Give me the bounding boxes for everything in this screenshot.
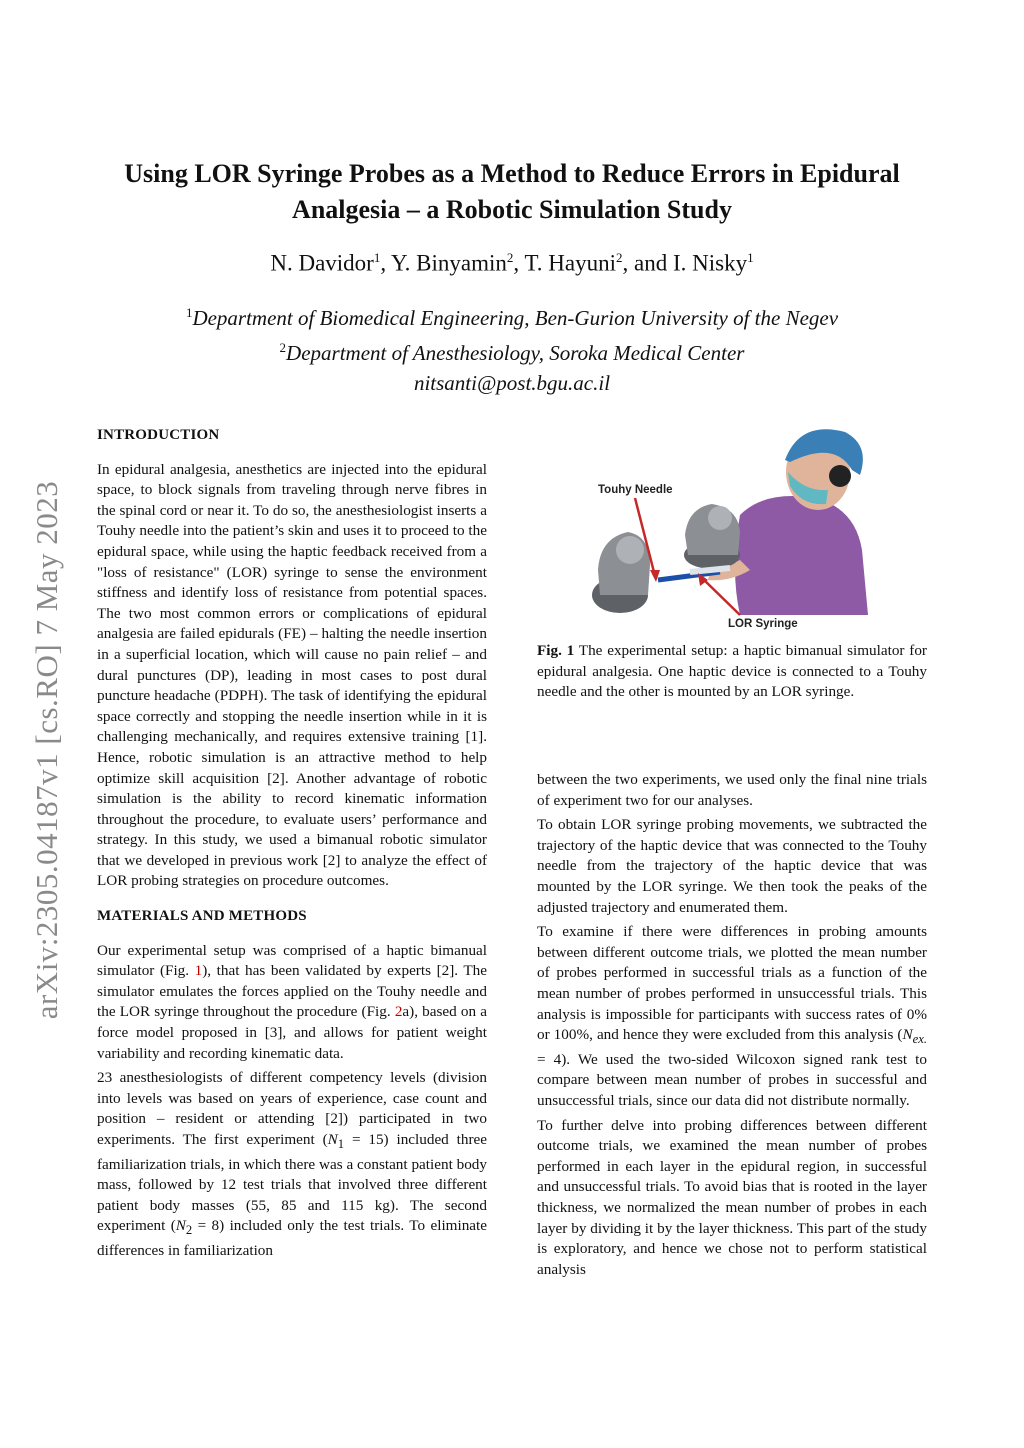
setup-illustration [590,420,880,640]
intro-paragraph: In epidural analgesia, anesthetics are injected into the epidural space, to block signals from traveling through nerve fibres in the spinal cord or near it. To do so, the anesthesiologist inserts a Touhy needle into the patient’s skin and uses it to proceed to the epidural space, while using the haptic feedback received from a "loss of resistance" (LOR) syringe to sense the environment stiffness and identify loss of resistance from potential spaces. The two most common errors or complications of epidural analgesia are failed epidurals (FE) – halting the needle insertion in a superficial location, which will cause no pain relief – and dural punctures (DP), leading in most cases to post dural puncture headache (PDPH). The task of identifying the epidural space correctly and stopping the needle insertion while in it is challenging mechanically, and requires extensive training [1]. Hence, robotic simulation is an attractive method to help optimize skill acquisition [2]. Another advantage of robotic simulation is the ability to record kinematic information throughout the procedure, to evaluate users’ performance and strategy. In this study, we used a bimanual robotic simulator that we developed in previous work [2] to analyze the effect of LOR probing strategies on procedure outcomes. [97,460,487,890]
right-paragraph-2: To obtain LOR syringe probing movements, we subtracted the trajectory of the haptic device that was connected to the Touhy needle from the trajectory of the haptic device that was mounted by the LOR syringe. We then took the peaks of the adjusted trajectory and enumerated them. [537,816,927,916]
scrubs-shape [735,496,868,615]
affiliation-number: 1 [185,305,193,320]
right-paragraph-3 [537,922,927,1111]
paper-title: Using LOR Syringe Probes as a Method to Reduce Errors in Epidural Analgesia – a Robotic Simulation Study [124,159,900,224]
figure-label-needle: Touhy Needle [598,484,673,496]
author-name: Y. Binyamin [391,250,507,276]
math-symbol: N [175,1217,186,1235]
syringe-arrow [702,578,740,615]
figure-ref-link[interactable]: 1 [194,962,203,980]
author-affiliation-mark: 2 [506,250,514,265]
math-subscript: 2 [185,1223,193,1238]
affiliation-line [100,333,924,368]
author-list: N. Davidor$^1$, Y. Binyamin$^2$, T. Hayuni$^2$, and I. Nisky$^1$ [270,250,754,276]
methods-paragraph-2 [97,1068,487,1261]
author-affiliation-mark: 1 [747,250,754,265]
right-column [537,770,927,1284]
math-symbol: N [327,1131,338,1148]
methods-paragraph-1 [97,941,487,1065]
affiliation-line [100,298,924,333]
text-run: a), based on a force model proposed in [3], and allows for patient weight variability and recording kinematic data. [97,1003,487,1062]
text-run: = 15) included three familiarization trials, in which there was a constant patient body mass, followed by 12 test trials that involved three different patient body masses (55, 85 and 115 kg). The second experiment ( [97,1131,487,1235]
author-affiliation-mark: 1 [373,250,381,265]
figure-label-syringe: LOR Syringe [728,618,798,630]
arxiv-identifier: arXiv:2305.04187v1 [cs.RO] 7 May 2023 [29,480,64,1020]
section-heading-methods: MATERIALS AND METHODS [97,908,307,925]
author-name: T. Hayuni [524,250,617,276]
text-run: = 8) included only the test trials. To eliminate differences in familiarization [97,1217,487,1260]
caption-text: The experimental setup: a haptic bimanual simulator for epidural analgesia. One haptic device is connected to a Touhy needle and the other is mounted by an LOR syringe. [537,642,927,701]
text-run: ), that has been validated by experts [2]. The simulator emulates the forces applied on the Touhy needle and the LOR syringe throughout the procedure (Fig. [97,962,488,1021]
text-run: Our experimental setup was comprised of a haptic bimanual simulator (Fig. [97,941,487,980]
figure-ref-link[interactable]: 2 [394,1003,403,1021]
caption-label: Fig. 1 [537,642,575,659]
math-subscript: 1 [337,1137,345,1152]
text-run: To examine if there were differences in probing amounts between different outcome trials, we plotted the mean number of probes performed in successful trials as a function of the mean number of probes performed in unsuccessful trials. This analysis is impossible for participants with success rates of 0% or 100%, and hence they were excluded from this analysis ( [537,923,927,1044]
affiliation-text: Department of Anesthesiology, Soroka Medical Center [286,341,745,365]
math-symbol: N [902,1026,913,1044]
right-paragraph-4: To further delve into probing differences between different outcome trials, we examined the mean number of probes performed in each layer in the epidural region, in successful and unsuccessful trials. To avoid bias that is rooted in the layer thickness, we normalized the mean number of probes in each layer by dividing it by the layer thickness. This part of the study is exploratory, and hence we chose not to perform statistical analysis [537,1116,927,1278]
affiliations [100,298,924,398]
figure-1-caption [537,641,927,703]
math-subscript: ex. [912,1032,927,1047]
text-run: = 4). We used the two-sided Wilcoxon signed rank test to compare between mean number of probes in successful and unsuccessful trials, since our data did not distribute normally. [537,1050,927,1109]
section-heading-introduction: INTRODUCTION [97,427,220,443]
figure-1-photo [590,420,880,640]
right-paragraph-1: between the two experiments, we used only the final nine trials of experiment two for our analyses. [537,771,927,809]
author-affiliation-mark: 2 [616,250,623,265]
text-run: 23 anesthesiologists of different competency levels (division into levels was based on years of experience, case count and position – resident or attending [2]) participated in two experiments. The first experiment ( [97,1069,487,1148]
author-name: I. Nisky [673,250,748,276]
left-column [97,425,487,1266]
affiliation-number: 2 [279,340,287,355]
arxiv-sidebar [22,450,72,1050]
author-name: N. Davidor [270,250,374,276]
lor-syringe-shape [690,568,730,572]
contact-email[interactable]: nitsanti@post.bgu.ac.il [413,371,611,395]
haptic-joint-right [708,506,732,530]
headphones [829,465,851,487]
affiliation-text: Department of Biomedical Engineering, Ben-Gurion University of the Negev [192,306,839,330]
haptic-joint-left [616,536,644,564]
